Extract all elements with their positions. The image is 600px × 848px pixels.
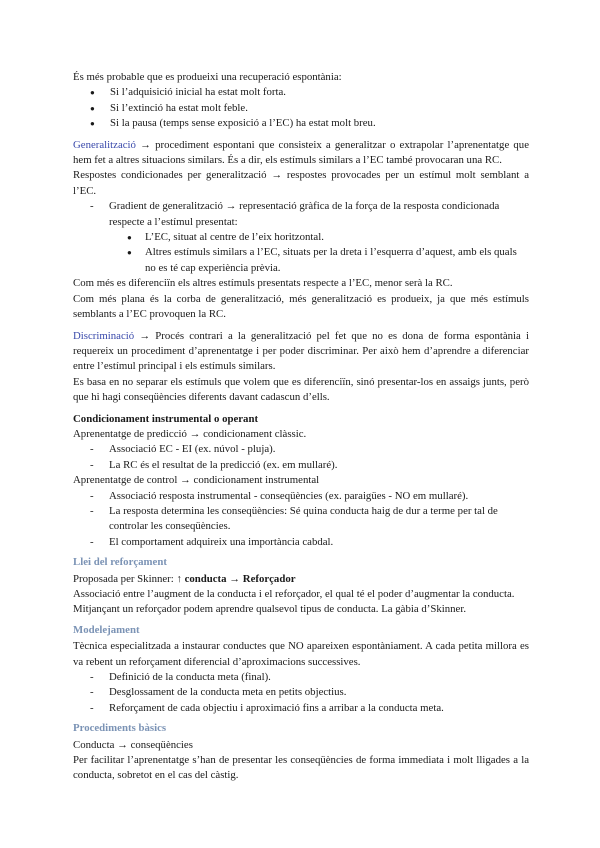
law-arrow: → — [226, 572, 243, 585]
procedures-heading: Procediments bàsics — [73, 722, 167, 735]
list-item: - Desglossament de la conducta meta en petits objectius. — [73, 685, 529, 700]
list-item: - Definició de la conducta meta (final). — [73, 670, 529, 685]
gradient-sublist — [73, 230, 529, 276]
law-proposed — [73, 572, 529, 587]
document-body — [73, 70, 529, 784]
discrimination-text: → Procés contrari a la generalització pel fet que no es dona de forma espontània i requereix un procediment d’aprenentatge i per poder discriminar. Per això hem d’aprendre a diferenciar entre l’estímul principal i els estímuls similars. — [73, 329, 529, 373]
generalization-term: Generalització — [73, 138, 136, 151]
discrimination-paragraph — [73, 329, 529, 375]
generalization-responses: Respostes condicionades per generalització → respostes provocades per un estímul molt semblant a l’EC. — [73, 169, 529, 197]
list-item: ● Si l’extinció ha estat molt feble. — [73, 101, 529, 116]
control-learning: Aprenentatge de control → condicionament instrumental — [73, 474, 320, 487]
law-association: Associació entre l’augment de la conducta i el reforçador, el qual té el poder d’augmentar la conducta. — [73, 588, 515, 600]
list-item: - Associació resposta instrumental - conseqüències (ex. paraigües - NO em mullaré). — [73, 489, 529, 504]
list-item: ● Si la pausa (temps sense exposició a l’EC) ha estat molt breu. — [73, 116, 529, 131]
procedures-immediacy: Per facilitar l’aprenentatge s’han de presentar les conseqüències de forma immediata i molt lligades a la conducta, sobretot en el cas del càstig. — [73, 754, 529, 782]
law-conducta: conducta — [184, 572, 227, 585]
law-reforcador: Reforçador — [242, 572, 296, 585]
list-item: - Reforçament de cada objectiu i aproximació fins a arribar a la conducta meta. — [73, 701, 529, 716]
generalization-difference: Com més es diferenciïn els altres estímuls presentats respecte a l’EC, menor serà la RC. — [73, 277, 453, 290]
instrumental-title: Condicionament instrumental o operant — [73, 412, 259, 425]
recovery-intro: És més probable que es produeixi una recuperació espontània: — [73, 71, 342, 83]
law-proposed-text: Proposada per Skinner: ↑ — [73, 572, 185, 585]
prediction-learning: Aprenentatge de predicció → condicionament clàssic. — [73, 427, 307, 440]
list-item: ● Altres estímuls similars a l’EC, situats per la dreta i l’esquerra d’aquest, amb els quals no es té cap experiència prèvia. — [73, 245, 529, 276]
procedures-text: Conducta → conseqüències — [73, 738, 193, 751]
shaping-heading: Modelejament — [73, 623, 140, 636]
law-skinner: Mitjançant un reforçador podem aprendre qualsevol tipus de conducta. La gàbia d’Skinner. — [73, 603, 467, 616]
generalization-curve: Com més plana és la corba de generalització, més generalització es produeix, ja que més estímuls semblants a l’EC provoquen la RC. — [73, 292, 529, 321]
list-item: ● L’EC, situat al centre de l’eix horitzontal. — [73, 230, 529, 245]
list-item: - La resposta determina les conseqüències: Sé quina conducta haig de dur a terme per tal de controlar les conseqüències. — [73, 504, 529, 535]
discrimination-basis: Es basa en no separar els estímuls que volem que es diferenciïn, sinó presentar-los en assaigs junts, però que hi hagi conseqüències diferents davant cadascun d’ells. — [73, 375, 529, 404]
generalization-text: → procediment espontani que consisteix a generalitzar o extrapolar l’aprenentatge que hem fet a altres situacions similars. És a dir, els estímuls similars a l’EC també provocaran una RC. — [73, 138, 529, 167]
recovery-list — [73, 85, 529, 131]
shaping-text: Tècnica especialitzada a instaurar conductes que NO apareixen espontàniament. A cada petita millora es va rebent un reforçament diferencial d’aproximacions successives. — [73, 640, 529, 668]
shaping-list — [73, 670, 529, 716]
list-item: - El comportament adquireix una importància cabdal. — [73, 535, 529, 550]
list-item: - Gradient de generalització → representació gràfica de la força de la resposta condicionada respecte a l’estímul presentat: — [73, 199, 529, 230]
list-item: - Associació EC - EI (ex. núvol - pluja). — [73, 442, 529, 457]
prediction-list — [73, 442, 529, 473]
list-item: ● Si l’adquisició inicial ha estat molt forta. — [73, 85, 529, 100]
law-heading: Llei del reforçament — [73, 556, 167, 569]
control-list — [73, 489, 529, 551]
list-item: - La RC és el resultat de la predicció (ex. em mullaré). — [73, 458, 529, 473]
gradient-list — [73, 199, 529, 230]
generalization-paragraph — [73, 138, 529, 169]
discrimination-term: Discriminació — [73, 329, 135, 342]
